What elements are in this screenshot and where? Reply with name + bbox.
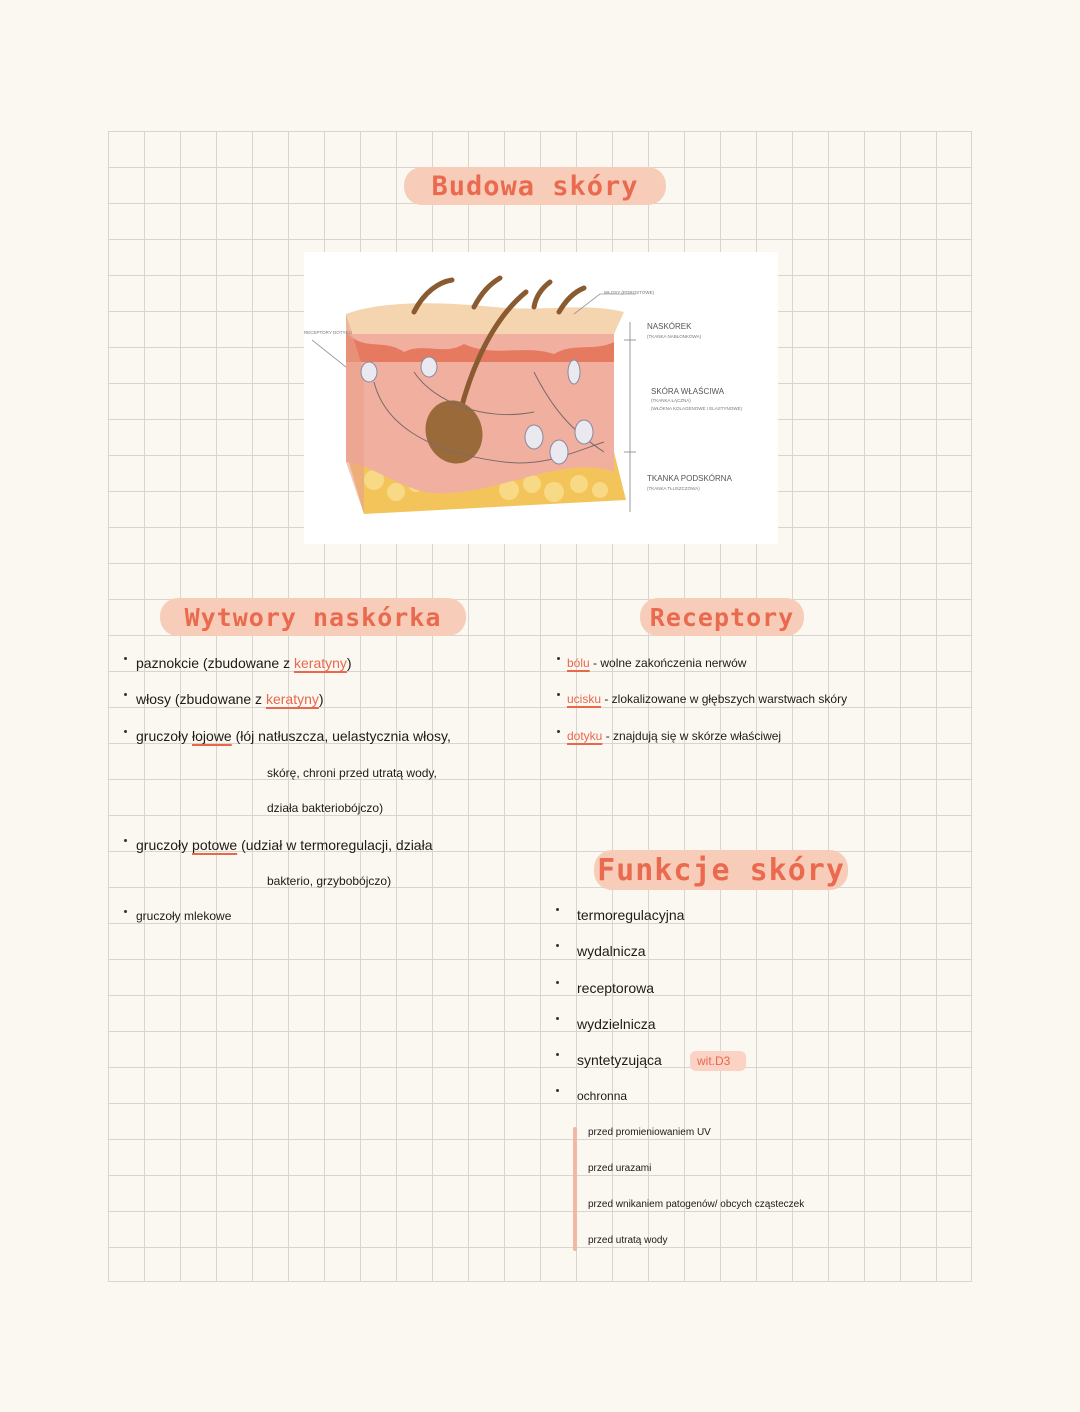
ochronna-sub-item: przed urazami [588, 1163, 652, 1174]
function-item: receptorowa [577, 980, 655, 996]
label-dermis-sub: (TKANKA ŁĄCZNA) [651, 398, 691, 403]
function-item: wydalnicza [577, 943, 646, 959]
function-item: wydzielnicza [577, 1016, 656, 1032]
list-item: gruczoły mlekowe [136, 909, 232, 923]
bullet [124, 839, 127, 842]
label-subcutis-sub: (TKANKA TŁUSZCZOWA) [647, 486, 700, 491]
page-title: Budowa skóry [404, 167, 666, 205]
label-dermis-sub2: (WŁÓKNA KOLAGENOWE I ELASTYNOWE) [651, 406, 743, 411]
heading-receptory: Receptory [640, 598, 804, 636]
skin-cross-section-illustration [304, 252, 778, 544]
list-item-continued: działa bakteriobójczo) [267, 801, 384, 815]
vitamin-label: wit.D3 [697, 1054, 731, 1068]
function-item: termoregulacyjna [577, 907, 685, 923]
bullet [556, 981, 559, 984]
bullet [556, 1053, 559, 1056]
function-item: ochronna [577, 1089, 628, 1103]
label-receptors: RECEPTORY DOTYKU [304, 330, 352, 335]
heading-funkcje: Funkcje skóry [594, 850, 848, 890]
list-item: gruczoły łojowe (łój natłuszcza, uelastycznia włosy, [136, 728, 451, 744]
label-epidermis-sub: (TKANKA NABŁONKOWA) [647, 334, 702, 339]
label-epidermis: NASKÓREK [647, 322, 692, 331]
label-dermis: SKÓRA WŁAŚCIWA [651, 387, 725, 396]
label-hair: WŁOSY (POROSTOWE) [604, 290, 655, 295]
bullet [556, 908, 559, 911]
heading-wytwory: Wytwory naskórka [160, 598, 466, 636]
receptor-item: ucisku - zlokalizowane w głębszych warstwach skóry [567, 692, 848, 706]
ochronna-sub-item: przed wnikaniem patogenów/ obcych cząsteczek [588, 1199, 805, 1210]
bullet [556, 1089, 559, 1092]
bullet [556, 1017, 559, 1020]
function-item: syntetyzująca [577, 1052, 662, 1068]
receptor-item: bólu - wolne zakończenia nerwów [567, 656, 747, 670]
ochronna-sub-item: przed promieniowaniem UV [588, 1127, 711, 1138]
bullet [556, 944, 559, 947]
ochronna-sub-item: przed utratą wody [588, 1235, 668, 1246]
bullet [557, 693, 560, 696]
bullet [124, 657, 127, 660]
list-item: gruczoły potowe (udział w termoregulacji, działa [136, 837, 433, 853]
ochronna-sub-bar [573, 1127, 577, 1251]
label-subcutis: TKANKA PODSKÓRNA [647, 474, 732, 483]
skin-diagram [304, 252, 778, 544]
list-item-continued: bakterio, grzybobójczo) [267, 874, 392, 888]
bullet [124, 910, 127, 913]
receptor-item: dotyku - znajdują się w skórze właściwej [567, 729, 782, 743]
bullet [557, 730, 560, 733]
list-item: paznokcie (zbudowane z keratyny) [136, 655, 352, 671]
list-item: włosy (zbudowane z keratyny) [136, 691, 324, 707]
list-item-continued: skórę, chroni przed utratą wody, [267, 766, 437, 780]
bullet [557, 657, 560, 660]
bullet [124, 693, 127, 696]
bullet [124, 730, 127, 733]
